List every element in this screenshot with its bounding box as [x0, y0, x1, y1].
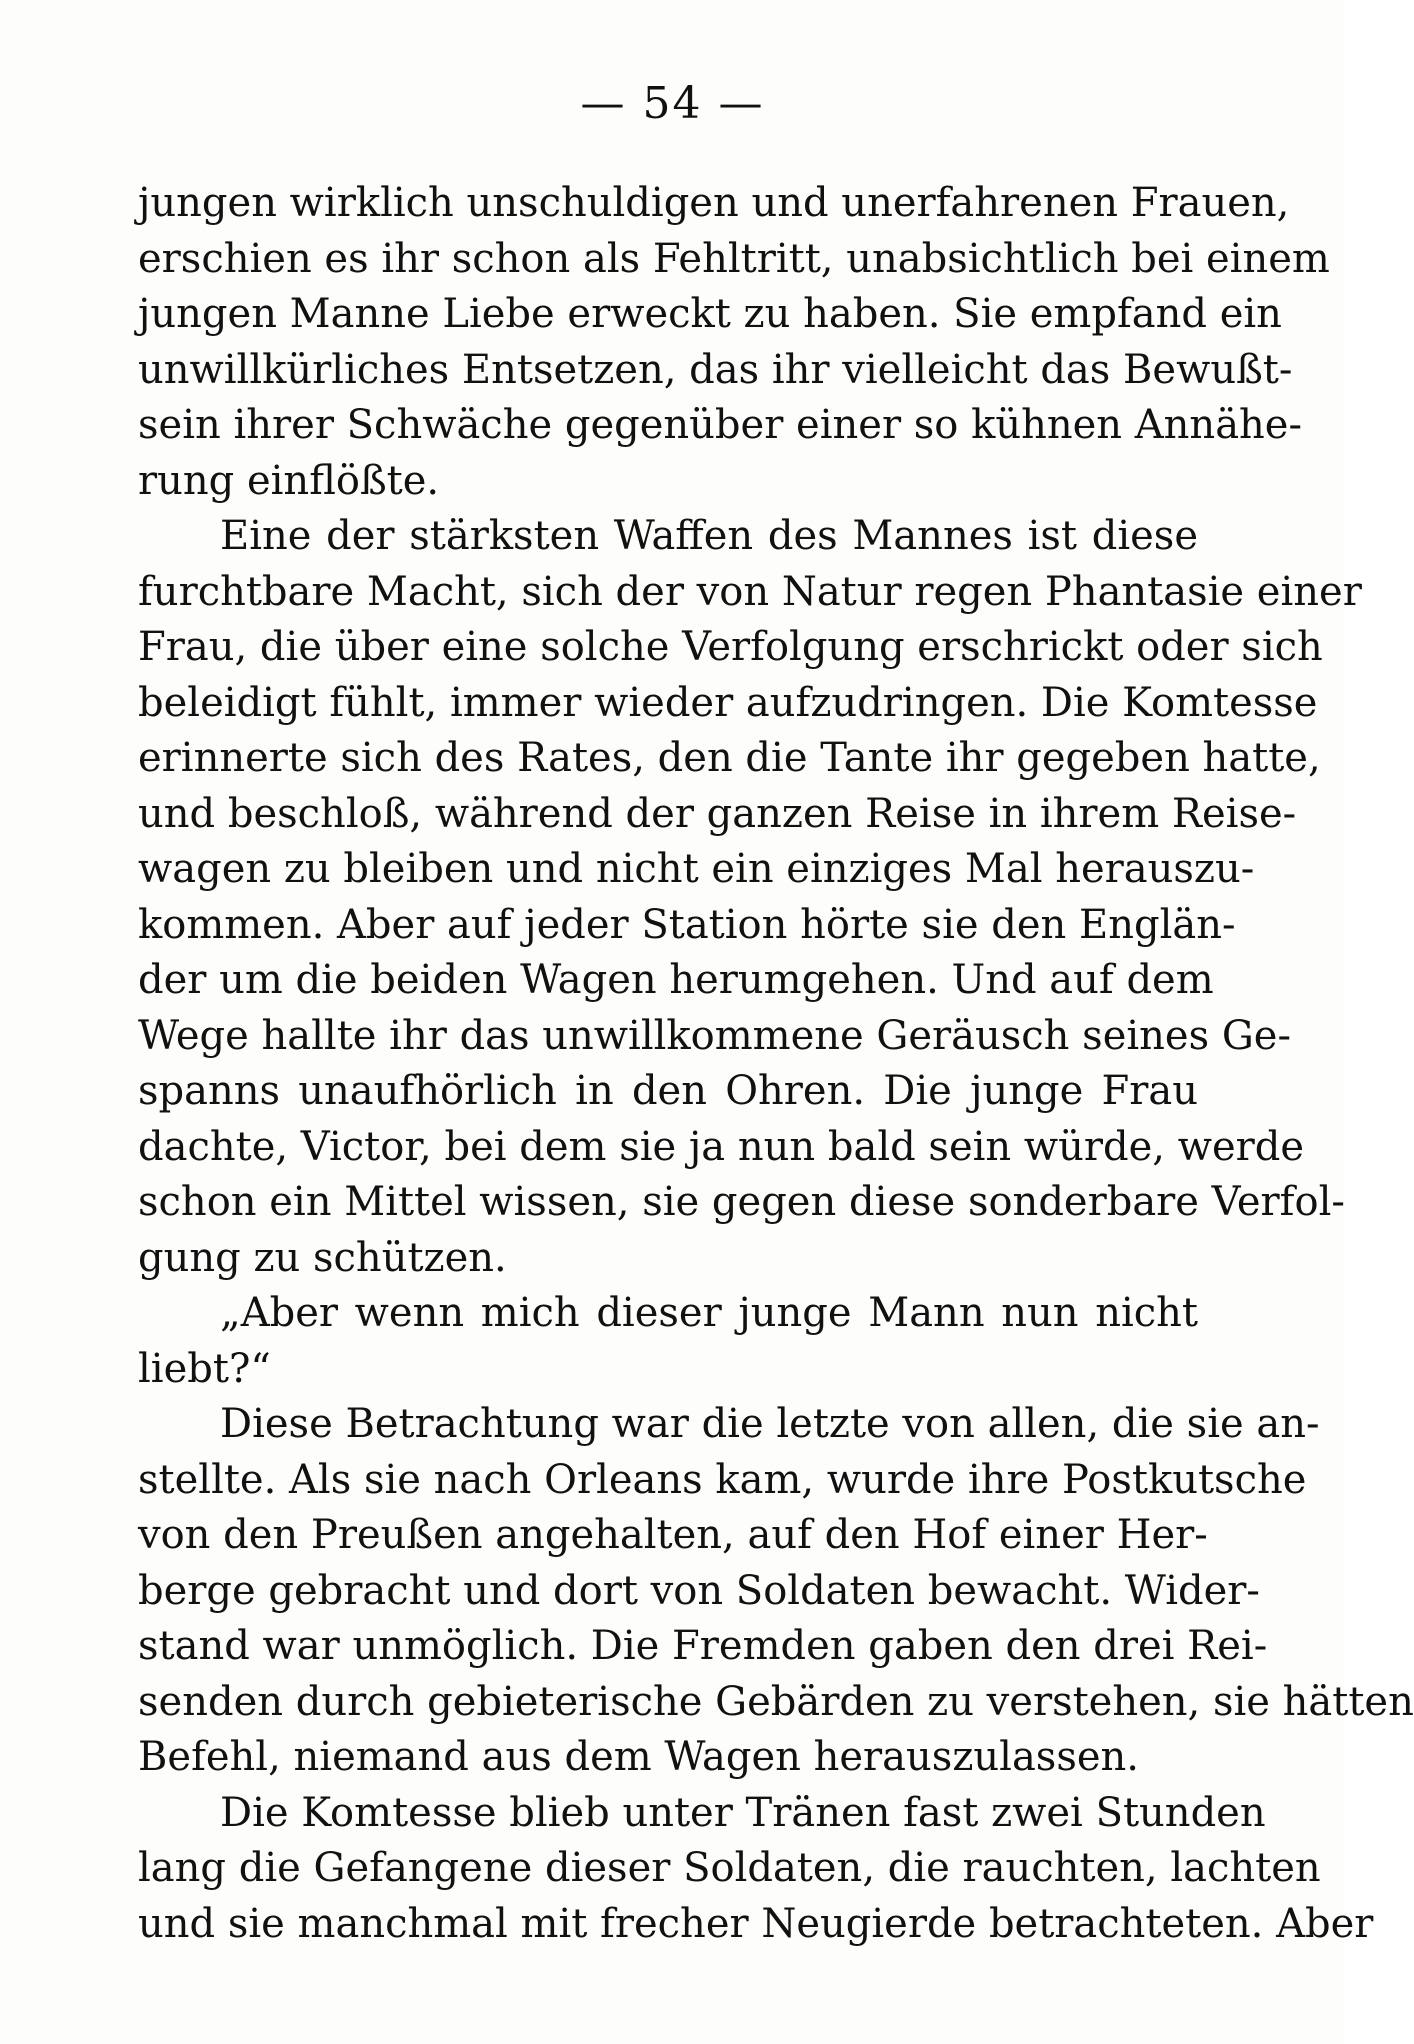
text-line: beleidigt fühlt, immer wieder aufzudringen. Die Komtesse: [138, 679, 1318, 726]
text-line: Eine der stärksten Waffen des Mannes ist diese: [220, 513, 1198, 559]
text-line: dachte, Victor, bei dem sie ja nun bald sein würde, werde: [138, 1123, 1305, 1170]
text-line: Diese Betrachtung war die letzte von allen, die sie an-: [220, 1401, 1320, 1447]
text-line: rung einflößte.: [138, 457, 440, 504]
text-line: stand war unmöglich. Die Fremden gaben den drei Rei-: [138, 1623, 1268, 1669]
text-line: und sie manchmal mit frecher Neugierde betrachteten. Aber: [138, 1900, 1374, 1947]
text-line: erschien es ihr schon als Fehltritt, unabsichtlich bei einem: [138, 235, 1330, 282]
body-text: [138, 176, 1414, 1952]
text-line: Wege hallte ihr das unwillkommene Geräusch seines Ge-: [138, 1012, 1291, 1059]
text-line: sein ihrer Schwäche gegenüber einer so kühnen Annähe-: [138, 402, 1302, 448]
text-line: Befehl, niemand aus dem Wagen herauszulassen.: [138, 1734, 1139, 1780]
text-line: von den Preußen angehalten, auf den Hof einer Her-: [138, 1512, 1208, 1558]
page-number: — 54 —: [580, 78, 765, 129]
text-line: jungen wirklich unschuldigen und unerfahrenen Frauen,: [138, 180, 1290, 226]
text-line: und beschloß, während der ganzen Reise in ihrem Reise-: [138, 790, 1297, 837]
text-line: erinnerte sich des Rates, den die Tante ihr gegeben hatte,: [138, 735, 1321, 781]
text-line: unwillkürliches Entsetzen, das ihr vielleicht das Bewußt-: [138, 346, 1293, 393]
text-line: wagen zu bleiben und nicht ein einziges Mal herauszu-: [138, 846, 1255, 892]
text-line: schon ein Mittel wissen, sie gegen diese sonderbare Verfol-: [138, 1179, 1345, 1225]
text-line: Die Komtesse blieb unter Tränen fast zwei Stunden: [220, 1789, 1266, 1836]
text-line: Frau, die über eine solche Verfolgung erschrickt oder sich: [138, 624, 1323, 670]
text-line: lang die Gefangene dieser Soldaten, die rauchten, lachten: [138, 1845, 1321, 1891]
text-line: kommen. Aber auf jeder Station hörte sie den Englän-: [138, 901, 1236, 948]
text-line: liebt?“: [138, 1345, 271, 1392]
text-line: spanns unaufhörlich in den Ohren. Die junge Frau: [138, 1068, 1198, 1114]
text-line: der um die beiden Wagen herumgehen. Und auf dem: [138, 957, 1214, 1003]
text-line: furchtbare Macht, sich der von Natur regen Phantasie einer: [138, 568, 1362, 615]
text-line: berge gebracht und dort von Soldaten bewacht. Wider-: [138, 1567, 1260, 1614]
text-line: stellte. Als sie nach Orleans kam, wurde ihre Postkutsche: [138, 1456, 1307, 1503]
text-line: gung zu schützen.: [138, 1234, 507, 1281]
text-line: jungen Manne Liebe erweckt zu haben. Sie empfand ein: [138, 291, 1282, 337]
text-line: „Aber wenn mich dieser junge Mann nun nicht: [220, 1290, 1198, 1336]
text-line: senden durch gebieterische Gebärden zu verstehen, sie hätten: [138, 1678, 1414, 1725]
